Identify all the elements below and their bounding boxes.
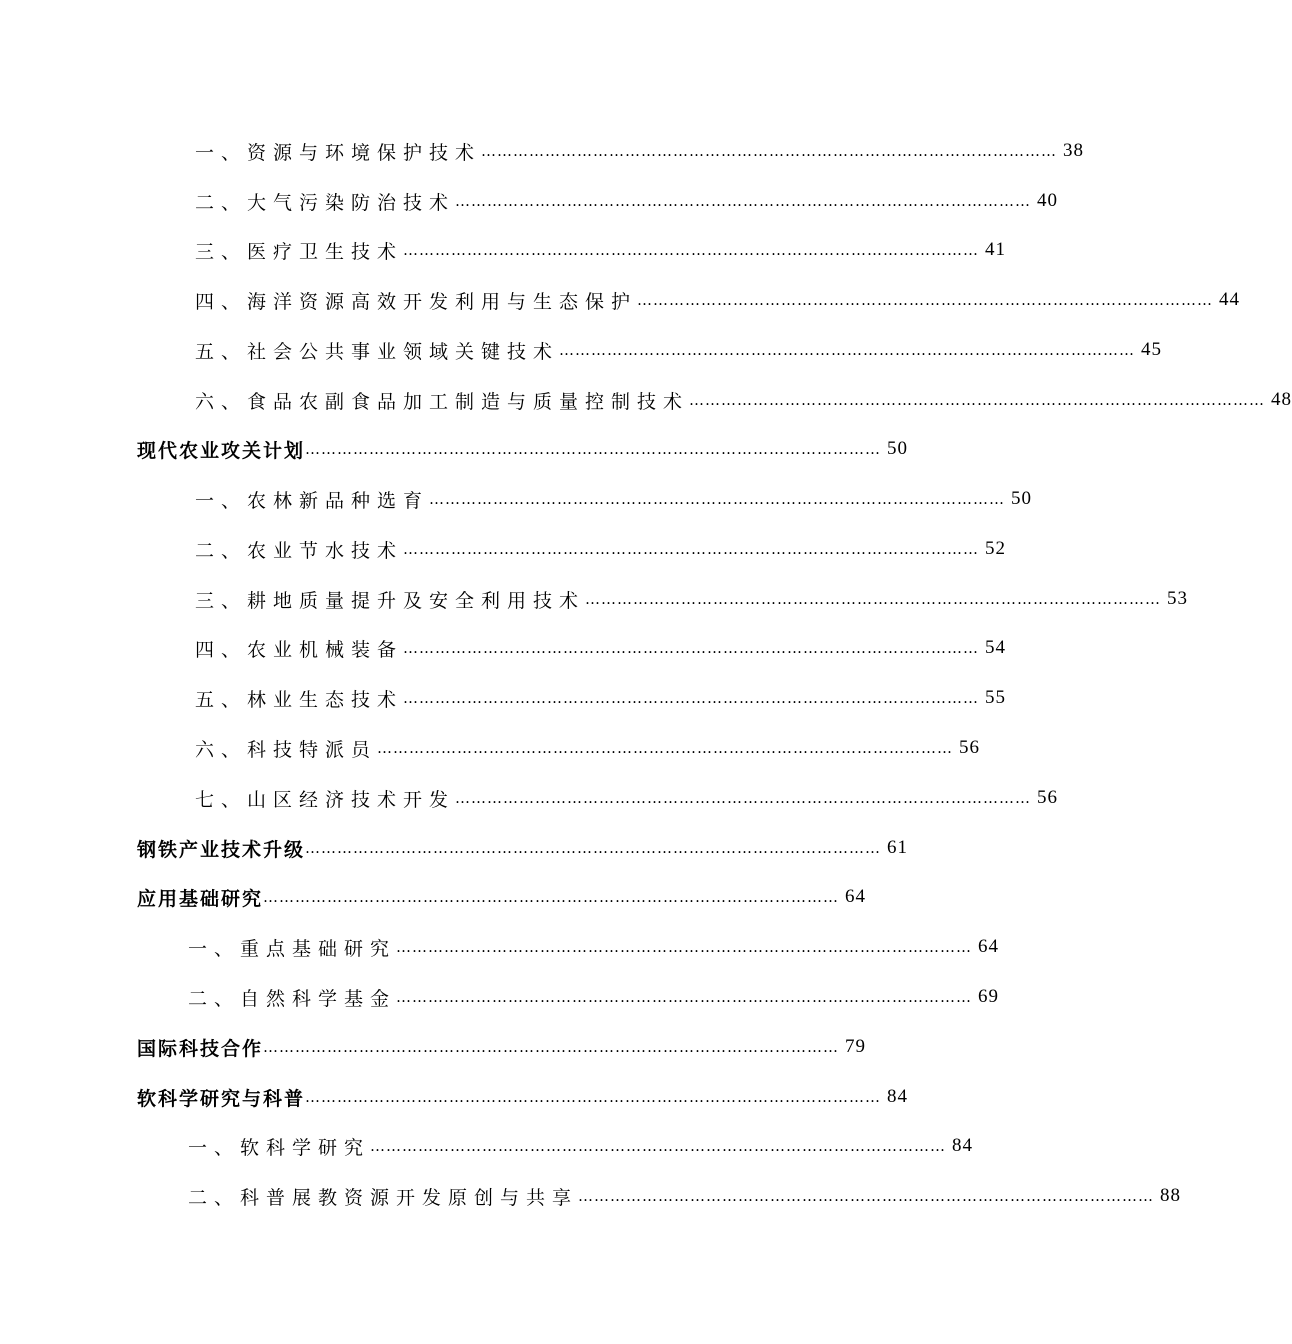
toc-entry-title: 二、科普展教资源开发原创与共享	[188, 1186, 579, 1209]
toc-entry-page: 38	[1063, 140, 1085, 161]
toc-dot-leader: ………………………………………………………………………………………………	[455, 789, 1032, 807]
toc-dot-leader: ………………………………………………………………………………………………	[559, 341, 1136, 359]
toc-entry[interactable]	[195, 532, 1007, 566]
toc-dot-leader: ………………………………………………………………………………………………	[689, 391, 1266, 409]
toc-dot-leader: ………………………………………………………………………………………………	[305, 440, 882, 458]
toc-entry-title: 五、林业生态技术	[195, 688, 404, 711]
toc-entry-page: 52	[985, 538, 1007, 559]
toc-dot-leader: ………………………………………………………………………………………………	[370, 1137, 947, 1155]
toc-entry-page: 69	[978, 986, 1000, 1007]
toc-dot-leader: ………………………………………………………………………………………………	[481, 142, 1058, 160]
toc-entry-page: 48	[1271, 389, 1292, 410]
toc-chapter[interactable]	[137, 831, 909, 865]
toc-chapter-title: 钢铁产业技术升级	[137, 838, 306, 861]
toc-dot-leader: ………………………………………………………………………………………………	[403, 241, 980, 259]
toc-entry-title: 五、社会公共事业领域关键技术	[195, 340, 560, 363]
toc-dot-leader: ………………………………………………………………………………………………	[263, 888, 840, 906]
toc-entry-page: 53	[1167, 588, 1189, 609]
toc-entry-page: 40	[1037, 190, 1059, 211]
toc-chapter-title: 软科学研究与科普	[137, 1087, 306, 1110]
toc-entry-page: 44	[1219, 289, 1241, 310]
toc-entry[interactable]	[195, 383, 1292, 417]
toc-dot-leader: ………………………………………………………………………………………………	[578, 1187, 1155, 1205]
toc-chapter-page: 50	[887, 438, 909, 459]
toc-entry[interactable]	[195, 283, 1241, 317]
toc-entry-page: 88	[1160, 1185, 1182, 1206]
toc-dot-leader: ………………………………………………………………………………………………	[396, 938, 973, 956]
toc-entry[interactable]	[195, 134, 1085, 168]
toc-dot-leader: ………………………………………………………………………………………………	[305, 1088, 882, 1106]
toc-entry-page: 54	[985, 637, 1007, 658]
toc-dot-leader: ………………………………………………………………………………………………	[585, 590, 1162, 608]
toc-entry-page: 56	[959, 737, 981, 758]
toc-dot-leader: ………………………………………………………………………………………………	[305, 839, 882, 857]
toc-chapter-page: 61	[887, 837, 909, 858]
toc-entry[interactable]	[195, 333, 1163, 367]
toc-entry[interactable]	[195, 233, 1007, 267]
toc-chapter[interactable]	[137, 1080, 909, 1114]
toc-chapter[interactable]	[137, 880, 867, 914]
toc-dot-leader: ………………………………………………………………………………………………	[403, 689, 980, 707]
toc-chapter[interactable]	[137, 1030, 867, 1064]
toc-entry-title: 六、科技特派员	[195, 738, 378, 761]
toc-entry[interactable]	[188, 1179, 1182, 1213]
toc-entry-title: 三、耕地质量提升及安全利用技术	[195, 589, 586, 612]
toc-entry[interactable]	[195, 681, 1007, 715]
toc-chapter-title: 国际科技合作	[137, 1037, 264, 1060]
toc-entry-page: 41	[985, 239, 1007, 260]
toc-entry-page: 50	[1011, 488, 1033, 509]
toc-dot-leader: ………………………………………………………………………………………………	[429, 490, 1006, 508]
toc-entry-page: 56	[1037, 787, 1059, 808]
toc-dot-leader: ………………………………………………………………………………………………	[396, 988, 973, 1006]
toc-entry-title: 二、自然科学基金	[188, 987, 397, 1010]
toc-chapter-title: 应用基础研究	[137, 887, 264, 910]
toc-chapter[interactable]	[137, 432, 909, 466]
toc-chapter-title: 现代农业攻关计划	[137, 439, 306, 462]
toc-entry-title: 二、农业节水技术	[195, 539, 404, 562]
toc-entry-page: 64	[978, 936, 1000, 957]
toc-entry-title: 二、大气污染防治技术	[195, 191, 456, 214]
toc-entry-title: 四、农业机械装备	[195, 638, 404, 661]
toc-entry[interactable]	[188, 1129, 974, 1163]
toc-entry[interactable]	[195, 781, 1059, 815]
toc-dot-leader: ………………………………………………………………………………………………	[455, 192, 1032, 210]
toc-entry-title: 四、海洋资源高效开发利用与生态保护	[195, 290, 638, 313]
toc-chapter-page: 64	[845, 886, 867, 907]
toc-entry-title: 一、重点基础研究	[188, 937, 397, 960]
toc-entry[interactable]	[188, 980, 1000, 1014]
toc-entry-title: 六、食品农副食品加工制造与质量控制技术	[195, 390, 690, 413]
toc-entry-title: 七、山区经济技术开发	[195, 788, 456, 811]
toc-entry[interactable]	[195, 731, 981, 765]
toc-entry-page: 55	[985, 687, 1007, 708]
toc-entry[interactable]	[195, 184, 1059, 218]
toc-dot-leader: ………………………………………………………………………………………………	[403, 639, 980, 657]
toc-entry-title: 一、软科学研究	[188, 1136, 371, 1159]
toc-entry-title: 一、资源与环境保护技术	[195, 141, 482, 164]
toc-chapter-page: 84	[887, 1086, 909, 1107]
toc-dot-leader: ………………………………………………………………………………………………	[263, 1038, 840, 1056]
toc-entry-page: 84	[952, 1135, 974, 1156]
toc-dot-leader: ………………………………………………………………………………………………	[403, 540, 980, 558]
toc-dot-leader: ………………………………………………………………………………………………	[637, 291, 1214, 309]
toc-entry-title: 三、医疗卫生技术	[195, 240, 404, 263]
toc-entry[interactable]	[188, 930, 1000, 964]
toc-chapter-page: 79	[845, 1036, 867, 1057]
toc-entry[interactable]	[195, 482, 1033, 516]
toc-dot-leader: ………………………………………………………………………………………………	[377, 739, 954, 757]
toc-entry-title: 一、农林新品种选育	[195, 489, 430, 512]
toc-entry-page: 45	[1141, 339, 1163, 360]
toc-entry[interactable]	[195, 631, 1007, 665]
toc-entry[interactable]	[195, 582, 1189, 616]
